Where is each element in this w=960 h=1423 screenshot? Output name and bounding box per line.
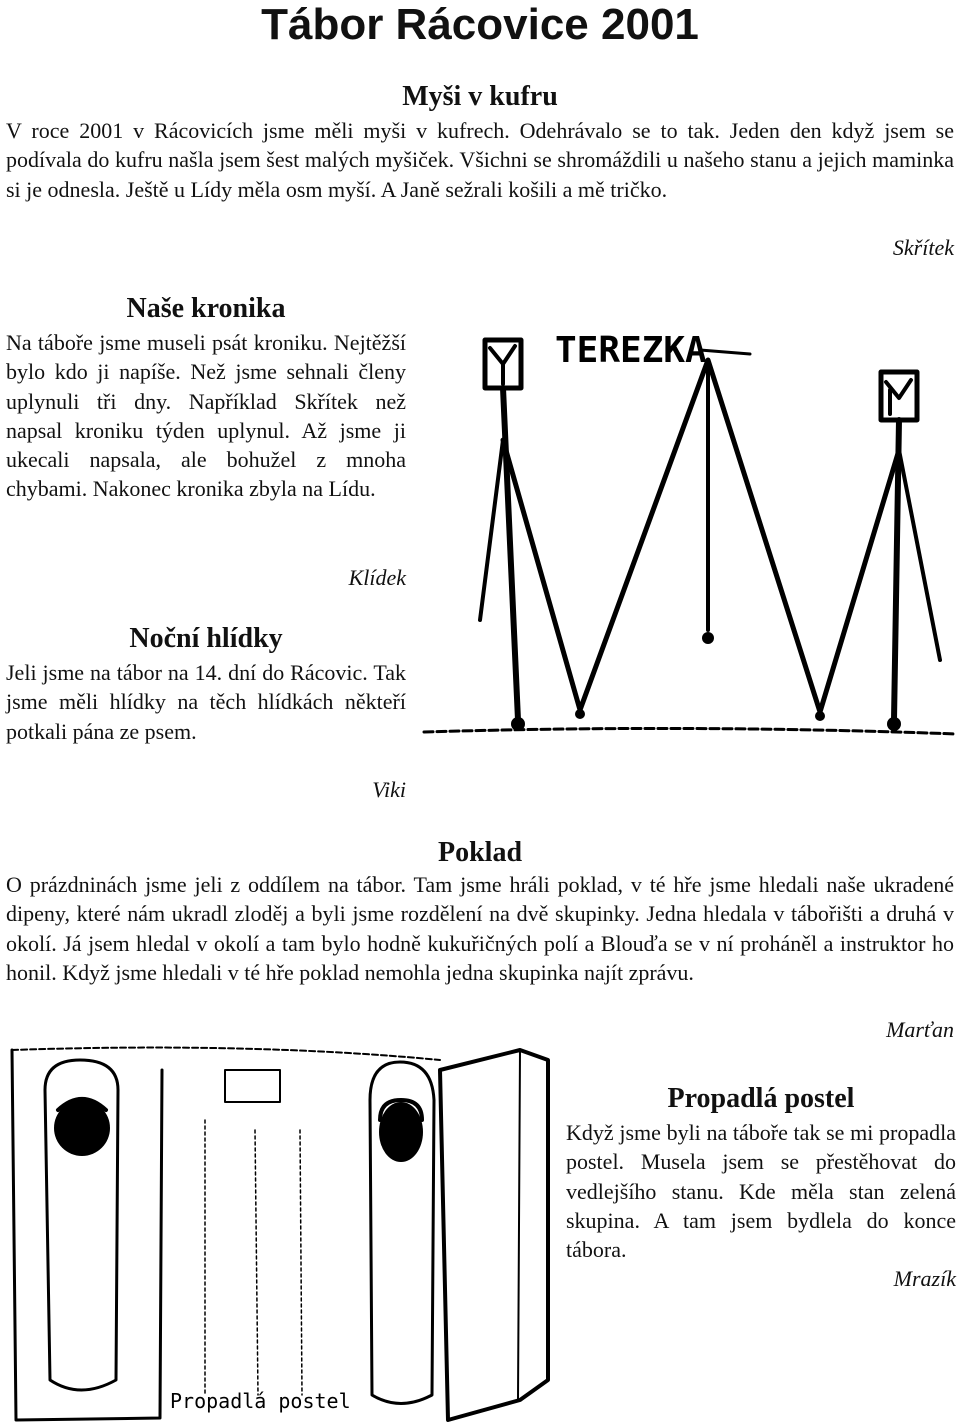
tent-label: TEREZKA: [555, 330, 707, 371]
article-author: Viki: [372, 777, 406, 802]
article-text: Na táboře jsme museli psát kroniku. Nejtěžší bylo kdo ji napíše. Než jsme sehnali členy uplynuli tři dny. Například Skřítek než napsal kroniku týden uplynul. Až jsme ji ukecali napsala, ale bohužel z mnoha chybami. Nakonec kronika zbyla na Lídu.: [6, 330, 406, 502]
article-heading: Naše kronika: [126, 293, 286, 324]
page-title: Tábor Rácovice 2001: [261, 0, 699, 49]
article-text: Jeli jsme na tábor na 14. dní do Rácovic. Tak jsme měli hlídky na těch hlídkách někteří potkali pána ze psem.: [6, 660, 406, 744]
article-text: O prázdninách jsme jeli z oddílem na tábor. Tam jsme hráli poklad, v té hře jsme hledali naše ukradené dipeny, které nám ukradl zloděj a byli jsme rozdělení na dvě skupinky. Jedna hledala v tábořišti a druhá v okolí. Já jsem hledal v okolí a tam bylo hodně kukuřičných polí a Blouďa se v ní proháněl a instruktor ho honil. Když jsme hledali v té hře poklad nemohla jedna skupinka najít zprávu.: [6, 872, 954, 985]
tent-drawing: [420, 320, 960, 760]
article-heading: Propadlá postel: [667, 1083, 855, 1114]
middle-face-icon: [379, 1102, 423, 1162]
article-heading: Myši v kufru: [402, 81, 558, 112]
article-text: V roce 2001 v Rácovicích jsme měli myši v kufrech. Odehrávalo se to tak. Jeden den když jsem se podívala do kufru našla jsem šest malých myšiček. Všichni se shromáždili u našeho stanu a jejich maminka si je odnesla. Ještě u Lídy měla osm myší. A Janě sežrali košili a mě tričko.: [6, 118, 954, 202]
article-author: Skřítek: [892, 235, 954, 260]
article-author: Mrazík: [893, 1266, 956, 1291]
article-author: Klídek: [348, 565, 406, 590]
article-heading: Poklad: [437, 837, 523, 868]
article-author: Marťan: [886, 1017, 954, 1042]
article-heading: Noční hlídky: [129, 623, 283, 654]
bed-label: Propadlá postel: [170, 1389, 351, 1413]
bed-drawing: [0, 1040, 560, 1423]
article-text: Když jsme byli na táboře tak se mi propadla postel. Musela jsem se přestěhovat do vedlejšího stanu. Kde měla stan zelená skupina. A tam jsem bydlela do konce tábora.: [566, 1120, 956, 1263]
